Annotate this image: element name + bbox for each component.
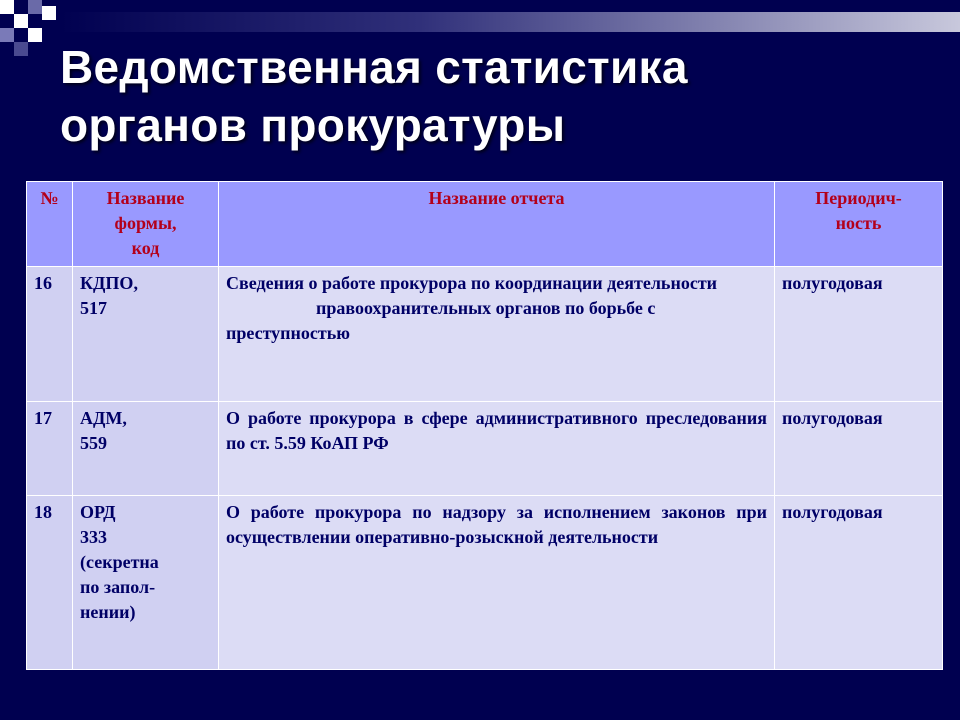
decor-square — [42, 6, 56, 20]
row-form-line: нении) — [80, 602, 136, 622]
header-report: Название отчета — [219, 182, 775, 267]
row-report-name: О работе прокурора в сфере административного преследования по ст. 5.59 КоАП РФ — [219, 402, 775, 496]
row-form-line: (секретна — [80, 552, 159, 572]
header-period-line: Периодич- — [815, 188, 902, 208]
row-form-line: по запол- — [80, 577, 156, 597]
title-line-2: органов прокуратуры — [60, 99, 566, 151]
row-form-line: 559 — [80, 433, 107, 453]
row-num: 16 — [27, 267, 73, 402]
header-form — [73, 182, 219, 267]
title-line-1: Ведомственная статистика — [60, 41, 688, 93]
row-form-line: КДПО, — [80, 273, 138, 293]
header-period-line: ность — [835, 213, 882, 233]
row-form-line: 517 — [80, 298, 107, 318]
row-period: полугодовая — [775, 496, 943, 670]
decor-square — [0, 28, 14, 42]
decor-square — [14, 42, 28, 56]
header-form-line: код — [131, 238, 160, 258]
reports-table — [26, 181, 943, 670]
top-gradient-bar — [60, 12, 960, 32]
decor-square — [28, 28, 42, 42]
header-num: № — [27, 182, 73, 267]
row-form — [73, 402, 219, 496]
row-report-line: Сведения о работе прокурора по координации деятельности — [226, 273, 718, 293]
row-num: 17 — [27, 402, 73, 496]
table-header-row — [27, 182, 943, 267]
row-period: полугодовая — [775, 267, 943, 402]
row-report-name — [219, 267, 775, 402]
page-title — [60, 38, 920, 154]
row-form-line: ОРД — [80, 502, 116, 522]
row-form-line: АДМ, — [80, 408, 127, 428]
row-report-name: О работе прокурора по надзору за исполнением законов при осуществлении оперативно-розыскной деятельности — [219, 496, 775, 670]
decor-square — [0, 0, 14, 14]
row-report-line: правоохранительных органов по борьбе с — [316, 298, 656, 318]
table-row — [27, 267, 943, 402]
row-report-line: преступностью — [226, 323, 351, 343]
row-form-line: 333 — [80, 527, 107, 547]
table-row — [27, 402, 943, 496]
decor-square — [14, 14, 28, 28]
row-form — [73, 496, 219, 670]
row-num: 18 — [27, 496, 73, 670]
header-form-line: Название — [106, 188, 185, 208]
row-period: полугодовая — [775, 402, 943, 496]
table-row — [27, 496, 943, 670]
header-form-line: формы, — [114, 213, 177, 233]
decor-square — [28, 0, 42, 14]
header-period — [775, 182, 943, 267]
row-form — [73, 267, 219, 402]
